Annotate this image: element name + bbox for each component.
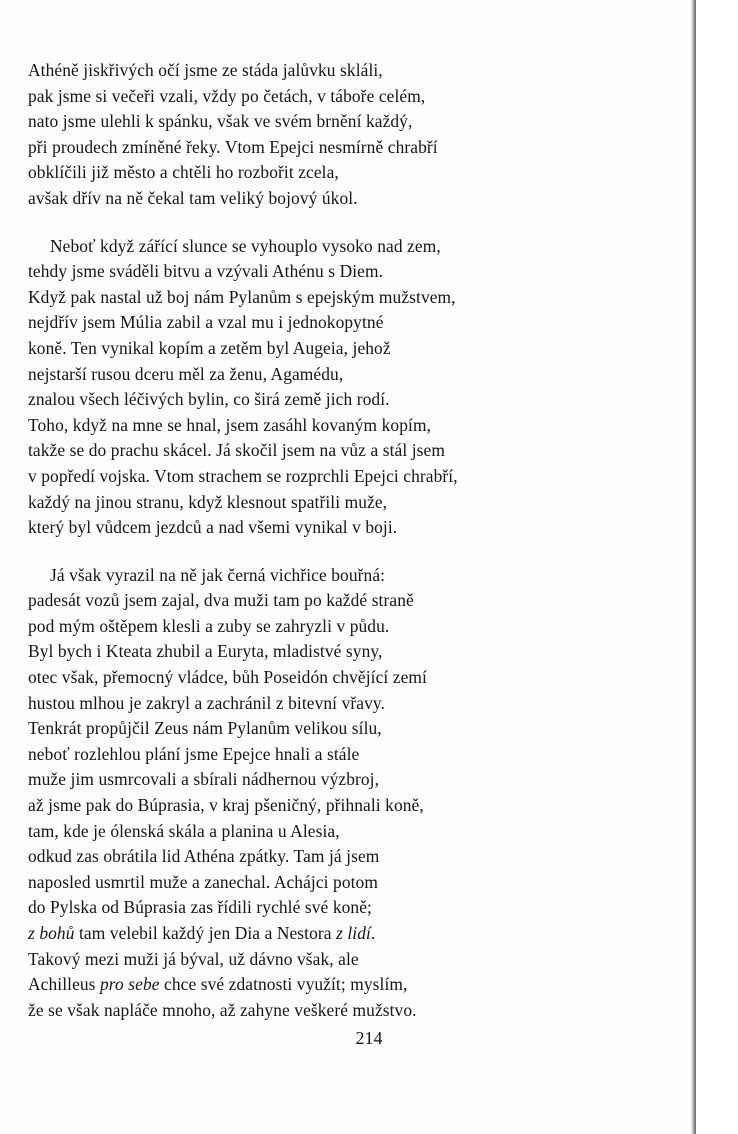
poem-line: nato jsme ulehli k spánku, však ve svém brnění každý,: [28, 111, 413, 132]
poem-line: v popředí vojska. Vtom strachem se rozprchli Epejci chrabří,: [28, 465, 458, 486]
poem-line: nejstarší rusou dceru měl za ženu, Agamédu,: [28, 363, 344, 384]
poem-line: takže se do prachu skácel. Já skočil jsem na vůz a stál jsem: [28, 440, 445, 461]
page-number: 214: [355, 1028, 383, 1048]
page-outer-margin: [696, 0, 738, 1134]
poem-line: který byl vůdcem jezdců a nad všemi vynikal v boji.: [28, 517, 398, 538]
poem-line: obklíčili již město a chtěli ho rozbořit zcela,: [28, 162, 339, 183]
poem-line: Toho, když na mne se hnal, jsem zasáhl kovaným kopím,: [28, 414, 432, 435]
poem-line: Neboť když zářící slunce se vyhouplo vysoko nad zem,: [50, 235, 441, 256]
stanza-1: [28, 58, 628, 212]
poem-line: hustou mlhou je zakryl a zachránil z bitevní vřavy.: [28, 692, 385, 713]
poem-line: každý na jinou stranu, když klesnout spatřili muže,: [28, 491, 388, 512]
poem-line-mixed: z bohů tam velebil každý jen Dia a Nestora z lidí.: [28, 923, 376, 943]
poem-line: naposled usmrtil muže a zanechal. Achájci potom: [28, 871, 378, 892]
poem-line: Když pak nastal už boj nám Pylanům s epejským mužstvem,: [28, 286, 456, 307]
poem-line: Athéně jiskřivých očí jsme ze stáda jalůvku skláli,: [28, 60, 383, 80]
poem-line: Já však vyrazil na ně jak černá vichřice bouřná:: [50, 564, 386, 585]
poem-line: muže jim usmrcovali a sbírali nádhernou výzbroj,: [28, 769, 380, 790]
poem-line-mixed: Takový mezi muži já býval, už dávno však, ale: [28, 948, 359, 969]
poem-text-block: [28, 58, 628, 1023]
poem-line: Tenkrát propůjčil Zeus nám Pylanům velikou sílu,: [28, 718, 382, 739]
poem-line: neboť rozlehlou plání jsme Epejce hnali a stále: [28, 743, 360, 764]
poem-line: až jsme pak do Búprasia, v kraj pšeničný, přihnali koně,: [28, 795, 424, 816]
poem-line: tehdy jsme sváděli bitvu a vzývali Athénu s Diem.: [28, 261, 384, 282]
poem-line-mixed: Achilleus pro sebe chce své zdatnosti využít; myslím,: [28, 974, 408, 995]
poem-line: otec však, přemocný vládce, bůh Poseidón chvějící zemí: [28, 667, 427, 688]
poem-line: do Pylska od Búprasia zas řídili rychlé své koně;: [28, 897, 372, 918]
stanza-3: [28, 563, 628, 1024]
poem-line: při proudech zmíněné řeky. Vtom Epejci nesmírně chrabří: [28, 136, 438, 157]
poem-line: koně. Ten vynikal kopím a zetěm byl Augeia, jehož: [28, 337, 391, 358]
poem-line: pod mým oštěpem klesli a zuby se zahryzli v půdu.: [28, 615, 390, 636]
poem-line: pak jsme si večeři vzali, vždy po četách, v táboře celém,: [28, 85, 426, 106]
poem-line-mixed: že se však napláče mnoho, až zahyne veškeré mužstvo.: [28, 999, 417, 1020]
poem-line: nejdřív jsem Múlia zabil a vzal mu i jednokopytné: [28, 312, 384, 333]
poem-line: avšak dřív na ně čekal tam veliký bojový úkol.: [28, 187, 358, 208]
poem-line: tam, kde je ólenská skála a planina u Alesia,: [28, 820, 340, 841]
stanza-2: [28, 234, 628, 541]
poem-line: odkud zas obrátila lid Athéna zpátky. Tam já jsem: [28, 846, 380, 867]
poem-line: padesát vozů jsem zajal, dva muži tam po každé straně: [28, 590, 414, 611]
poem-line: znalou všech léčivých bylin, co širá země jich rodí.: [28, 389, 390, 410]
poem-line: Byl bych i Kteata zhubil a Euryta, mladistvé syny,: [28, 641, 383, 662]
